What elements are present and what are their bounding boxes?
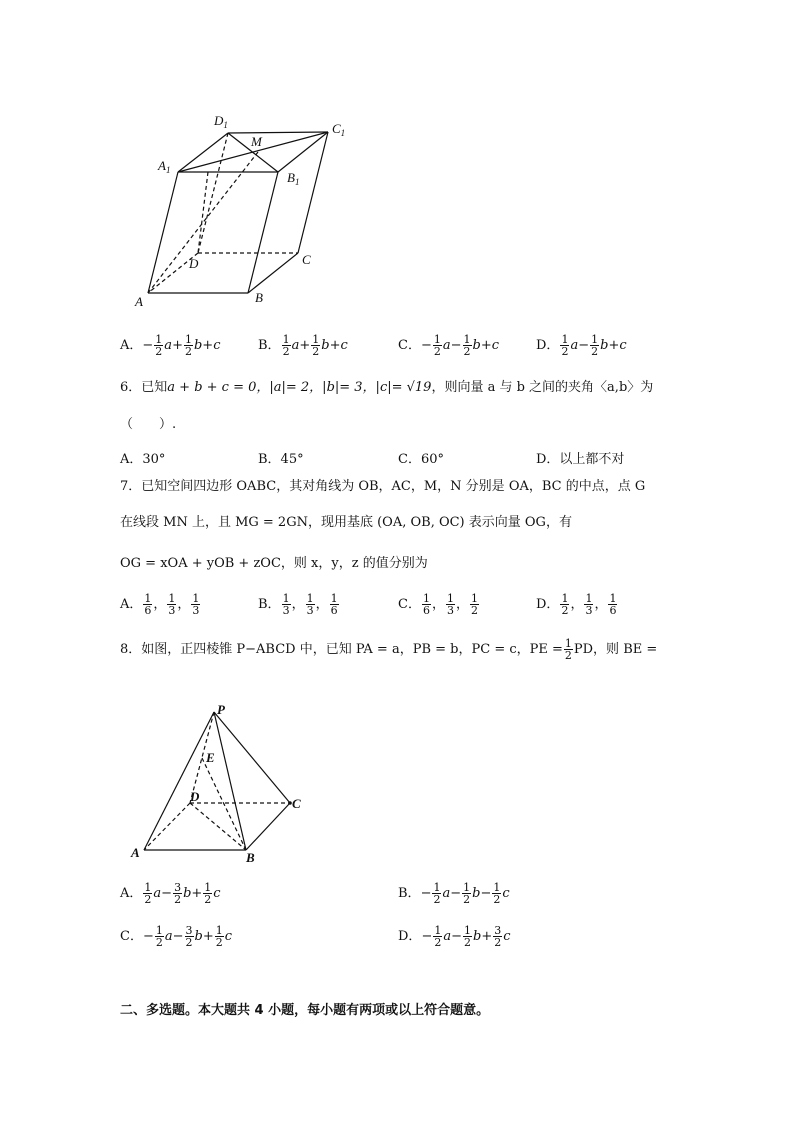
label-D: D: [189, 256, 199, 271]
q5-option-b[interactable]: B． $\frac{1}{2}$ a+ $\frac{1}{2}$ b+c: [258, 333, 348, 358]
q5-option-d[interactable]: D． $\frac{1}{2}$ a− $\frac{1}{2}$ b+c: [536, 333, 627, 358]
q7-option-b[interactable]: B． $\frac{1}{3}$ ， $\frac{1}{3}$ ， $\frac{1}{6}$: [258, 592, 338, 617]
label-C: C: [302, 252, 311, 267]
q6-stem: 6．已知a + b + c = 0，|a|= 2，|b|= 3，|c|= √19，则向量 a 与 b 之间的夹角〈a,b〉为: [120, 380, 654, 395]
q7-line2: 在线段 MN 上，且 MG = 2GN，现用基底 (OA, OB, OC) 表示向量 OG，有: [120, 515, 572, 530]
q6-option-c[interactable]: C．60°: [398, 452, 444, 467]
q5-option-c[interactable]: C．− $\frac{1}{2}$ a− $\frac{1}{2}$ b+c: [398, 333, 500, 358]
q8-option-b[interactable]: B．− $\frac{1}{2}$ a− $\frac{1}{2}$ b− $\frac{1}{2}$ c: [398, 881, 510, 906]
label-A2: A: [131, 845, 140, 860]
q6-option-d[interactable]: D．以上都不对: [536, 452, 625, 467]
label-C2: C: [292, 796, 301, 811]
q8-stem: 8．如图，正四棱锥 P−ABCD 中，已知 PA = a，PB = b，PC = c，PE = $\frac{1}{2}$ PD，则 BE =: [120, 637, 658, 662]
label-B1: $B_1$: [287, 170, 300, 187]
q7-option-d[interactable]: D． $\frac{1}{2}$ ， $\frac{1}{3}$ ， $\frac{1}{6}$: [536, 592, 617, 617]
label-M: M: [251, 134, 262, 149]
q5-option-a[interactable]: A．− $\frac{1}{2}$ a+ $\frac{1}{2}$ b+c: [120, 333, 221, 358]
pyramid-figure: [128, 700, 318, 870]
label-C1: $C_1$: [332, 121, 346, 138]
label-E: E: [206, 750, 215, 765]
q6-option-a[interactable]: A．30°: [120, 452, 166, 467]
label-A1: $A_1$: [158, 158, 171, 175]
q7-option-a[interactable]: A． $\frac{1}{6}$ ， $\frac{1}{3}$ ， $\frac{1}{3}$: [120, 592, 200, 617]
label-B2: B: [246, 850, 255, 865]
q7-line3: OG = xOA + yOB + zOC，则 x，y，z 的值分别为: [120, 556, 428, 571]
label-D1: $D_1$: [214, 113, 228, 130]
q6-paren: （ ）.: [120, 417, 177, 432]
q8-option-d[interactable]: D．− $\frac{1}{2}$ a− $\frac{1}{2}$ b+ $\frac{3}{2}$ c: [398, 924, 511, 949]
section-2-heading: 二、多选题。本大题共 4 小题，每小题有两项或以上符合题意。: [120, 1003, 490, 1018]
label-B: B: [255, 290, 263, 305]
q8-option-c[interactable]: C．− $\frac{1}{2}$ a− $\frac{3}{2}$ b+ $\frac{1}{2}$ c: [120, 924, 233, 949]
q6-option-b[interactable]: B．45°: [258, 452, 304, 467]
parallelepiped-figure: [130, 108, 360, 308]
q8-option-a[interactable]: A． $\frac{1}{2}$ a− $\frac{3}{2}$ b+ $\frac{1}{2}$ c: [120, 881, 221, 906]
q7-line1: 7．已知空间四边形 OABC，其对角线为 OB，AC，M，N 分别是 OA，BC 的中点，点 G: [120, 479, 646, 494]
q7-option-c[interactable]: C． $\frac{1}{6}$ ， $\frac{1}{3}$ ， $\frac{1}{2}$: [398, 592, 478, 617]
label-A: A: [135, 294, 143, 308]
label-D2: D: [190, 789, 200, 804]
label-P: P: [217, 702, 225, 717]
